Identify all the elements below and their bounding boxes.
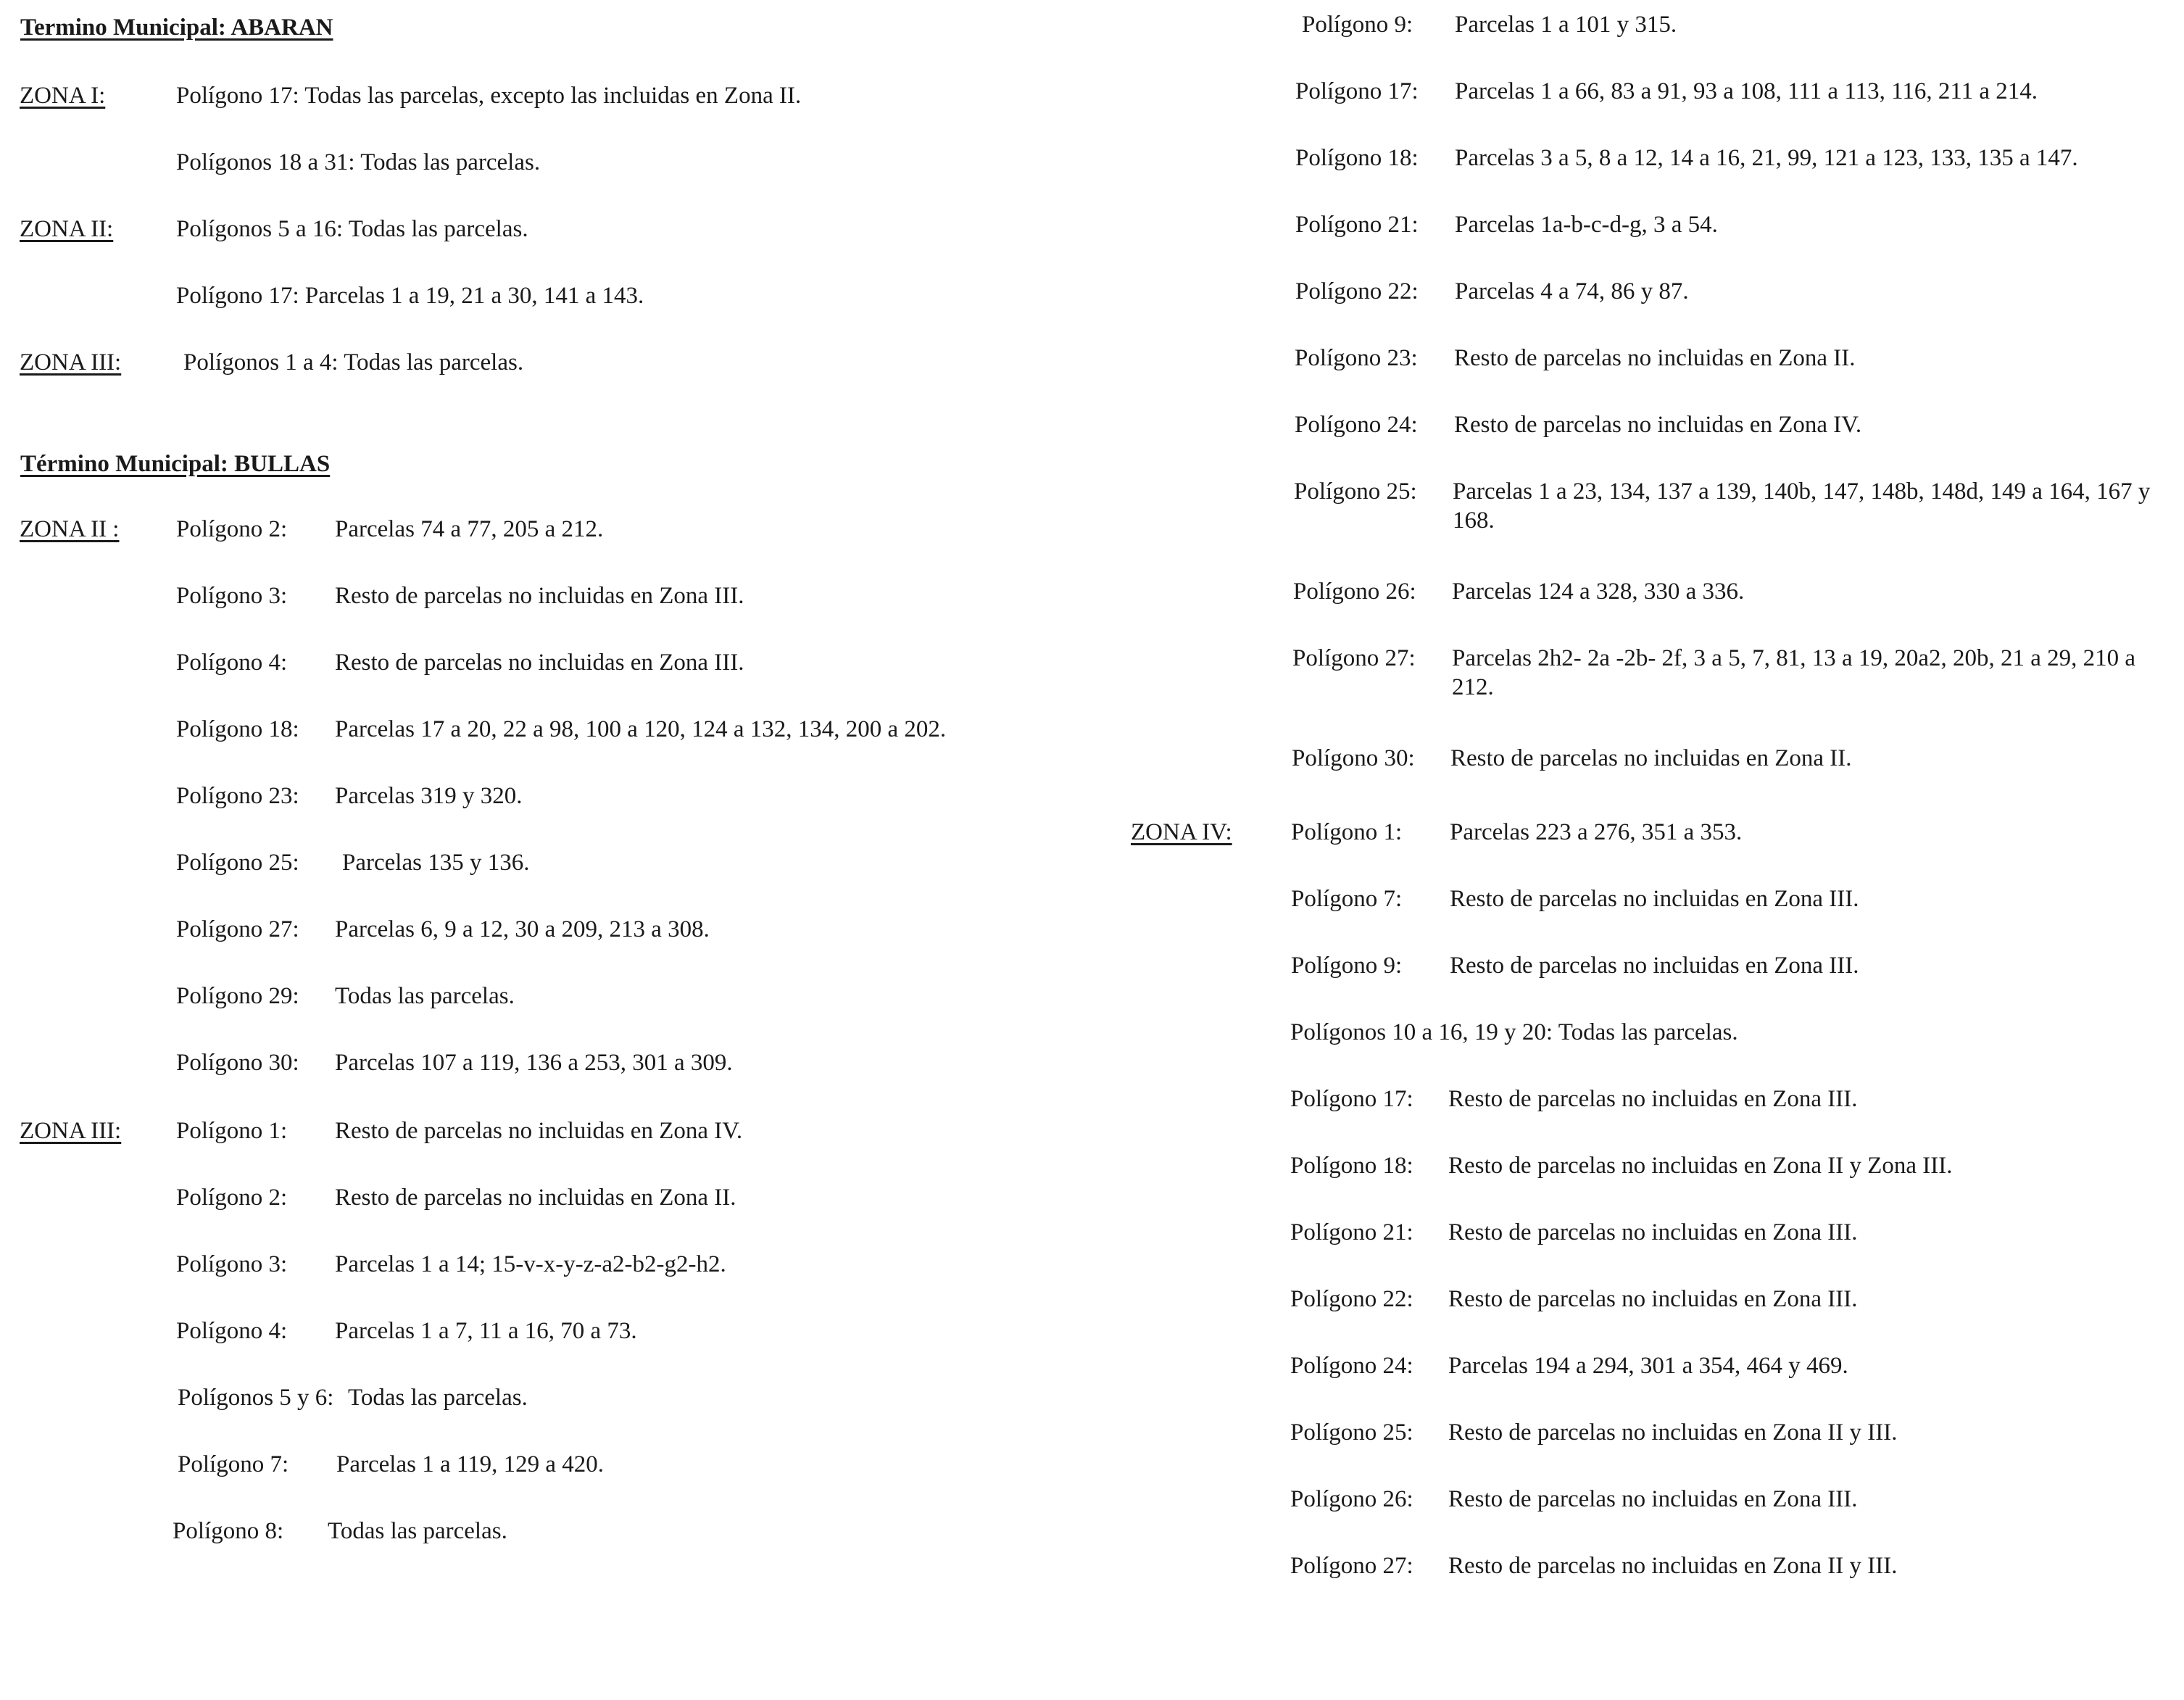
parcelas-text: Parcelas 1 a 7, 11 a 16, 70 a 73. [335,1318,637,1344]
poligono-label: Polígono 29: [176,983,299,1009]
parcelas-text: Resto de parcelas no incluidas en Zona II. [1450,745,1852,771]
parcelas-text: Parcelas 124 a 328, 330 a 336. [1452,579,1745,605]
poligono-label: Polígono 2: [176,1185,288,1211]
abaran-line-3: Polígonos 5 a 16: Todas las parcelas. [176,216,528,242]
abaran-line-5: Polígonos 1 a 4: Todas las parcelas. [183,349,524,376]
poligono-label: Polígono 27: [1292,645,1416,671]
poligono-label: Polígono 21: [1295,212,1419,238]
poligono-label: Polígono 27: [176,916,299,942]
poligono-label: Polígono 25: [1294,478,1417,505]
parcelas-text: Parcelas 1 a 119, 129 a 420. [336,1451,605,1477]
parcelas-text: Resto de parcelas no incluidas en Zona III. [335,583,744,609]
poligono-label: Polígono 8: [173,1518,284,1544]
bullas-zona-ii-label: ZONA II : [20,516,120,542]
heading-abaran: Termino Municipal: ABARAN [20,14,333,41]
parcelas-text: Resto de parcelas no incluidas en Zona III. [1448,1286,1858,1312]
parcelas-text: Resto de parcelas no incluidas en Zona III. [1450,953,1859,979]
heading-bullas: Término Municipal: BULLAS [20,451,331,477]
poligono-label: Polígono 4: [176,1318,288,1344]
poligono-label: Polígono 25: [1290,1419,1413,1446]
parcelas-text: Resto de parcelas no incluidas en Zona IV. [335,1118,743,1144]
poligono-label: Polígono 1: [1291,819,1403,845]
zona-iii-label: ZONA III: [20,349,122,376]
poligono-label: Polígono 24: [1295,412,1418,438]
parcelas-text: Resto de parcelas no incluidas en Zona IV. [1454,412,1862,438]
parcelas-text: Polígonos 10 a 16, 19 y 20: Todas las parcelas. [1290,1019,1738,1045]
parcelas-text: Parcelas 6, 9 a 12, 30 a 209, 213 a 308. [335,916,710,942]
parcelas-text: Resto de parcelas no incluidas en Zona III. [335,650,744,676]
poligono-label: Polígono 9: [1302,12,1413,38]
zona-i-label: ZONA I: [20,83,106,109]
poligono-label: Polígono 7: [1291,886,1403,912]
poligono-label: Polígono 4: [176,650,288,676]
parcelas-text: Resto de parcelas no incluidas en Zona II y III. [1448,1419,1898,1446]
poligono-label: Polígono 18: [1290,1153,1413,1179]
poligono-label: Polígono 27: [1290,1553,1413,1579]
parcelas-text: Resto de parcelas no incluidas en Zona III. [1448,1086,1858,1112]
poligono-label: Polígono 26: [1293,579,1416,605]
zona-ii-label: ZONA II: [20,216,114,242]
poligono-label: Polígono 25: [176,850,299,876]
poligono-label: Polígono 18: [176,716,299,742]
parcelas-text: Resto de parcelas no incluidas en Zona II y III. [1448,1553,1898,1579]
poligono-label: Polígono 3: [176,1251,288,1277]
poligono-label: Polígono 23: [176,783,299,809]
parcelas-text: Parcelas 2h2- 2a -2b- 2f, 3 a 5, 7, 81, 13 a 19, 20a2, 20b, 21 a 29, 210 a 212. [1452,645,2136,700]
parcelas-text: Parcelas 17 a 20, 22 a 98, 100 a 120, 124 a 132, 134, 200 a 202. [335,716,947,742]
parcelas-text: Parcelas 1 a 101 y 315. [1455,12,1677,38]
abaran-line-4: Polígono 17: Parcelas 1 a 19, 21 a 30, 141 a 143. [176,283,644,309]
parcelas-text: Todas las parcelas. [328,1518,507,1544]
poligono-label: Polígono 3: [176,583,288,609]
poligono-label: Polígono 30: [1292,745,1415,771]
parcelas-text: Parcelas 135 y 136. [342,850,530,876]
parcelas-text: Resto de parcelas no incluidas en Zona III. [1450,886,1859,912]
parcelas-text: Parcelas 107 a 119, 136 a 253, 301 a 309. [335,1050,733,1076]
poligono-label: Polígono 22: [1295,278,1419,304]
bullas-zona-iii-label: ZONA III: [20,1118,122,1144]
parcelas-text: Resto de parcelas no incluidas en Zona III. [1448,1219,1858,1245]
parcelas-text: Parcelas 223 a 276, 351 a 353. [1450,819,1743,845]
poligono-label: Polígono 17: [1290,1086,1413,1112]
poligono-label: Polígono 24: [1290,1353,1413,1379]
parcelas-text: Resto de parcelas no incluidas en Zona II. [335,1185,736,1211]
parcelas-text: Parcelas 1 a 66, 83 a 91, 93 a 108, 111 a 113, 116, 211 a 214. [1455,78,2038,104]
poligono-label: Polígono 1: [176,1118,288,1144]
abaran-line-2: Polígonos 18 a 31: Todas las parcelas. [176,149,541,175]
poligono-label: Polígono 17: [1295,78,1419,104]
poligono-label: Polígonos 5 y 6: [178,1385,334,1411]
zona-iv-label: ZONA IV: [1131,819,1232,845]
abaran-line-1: Polígono 17: Todas las parcelas, excepto las incluidas en Zona II. [176,83,802,109]
parcelas-text: Parcelas 319 y 320. [335,783,523,809]
poligono-label: Polígono 23: [1295,345,1418,371]
poligono-label: Polígono 21: [1290,1219,1413,1245]
parcelas-text: Parcelas 74 a 77, 205 a 212. [335,516,604,542]
parcelas-text: Parcelas 1 a 23, 134, 137 a 139, 140b, 147, 148b, 148d, 149 a 164, 167 y 168. [1453,478,2151,534]
parcelas-text: Parcelas 1 a 14; 15-v-x-y-z-a2-b2-g2-h2. [335,1251,726,1277]
poligono-label: Polígono 26: [1290,1486,1413,1512]
parcelas-text: Parcelas 1a-b-c-d-g, 3 a 54. [1455,212,1718,238]
parcelas-text: Resto de parcelas no incluidas en Zona III. [1448,1486,1858,1512]
parcelas-text: Todas las parcelas. [335,983,515,1009]
poligono-label: Polígono 7: [178,1451,289,1477]
poligono-label: Polígono 18: [1295,145,1419,171]
parcelas-text: Todas las parcelas. [348,1385,528,1411]
parcelas-text: Parcelas 4 a 74, 86 y 87. [1455,278,1689,304]
parcelas-text: Parcelas 194 a 294, 301 a 354, 464 y 469. [1448,1353,1848,1379]
poligono-label: Polígono 22: [1290,1286,1413,1312]
poligono-label: Polígono 9: [1291,953,1403,979]
parcelas-text: Resto de parcelas no incluidas en Zona II. [1454,345,1856,371]
poligono-label: Polígono 2: [176,516,288,542]
poligono-label: Polígono 30: [176,1050,299,1076]
parcelas-text: Parcelas 3 a 5, 8 a 12, 14 a 16, 21, 99, 121 a 123, 133, 135 a 147. [1455,145,2078,171]
parcelas-text: Resto de parcelas no incluidas en Zona II y Zona III. [1448,1153,1953,1179]
